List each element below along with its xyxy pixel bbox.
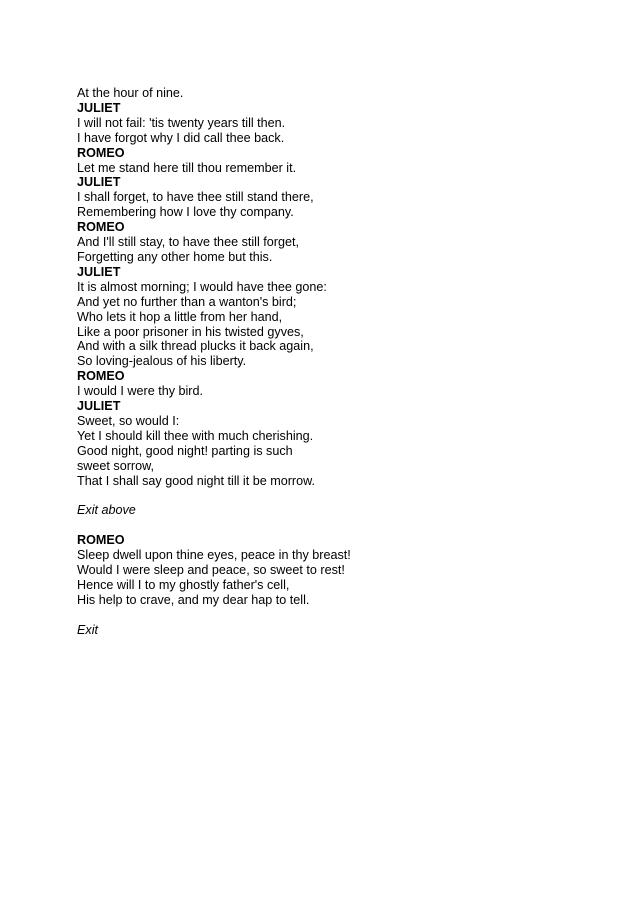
dialogue-line: Hence will I to my ghostly father's cell, [77, 577, 290, 592]
speaker-name: JULIET [77, 175, 121, 190]
speaker-name: ROMEO [77, 220, 125, 235]
speaker-name: JULIET [77, 264, 121, 279]
dialogue-line: Forgetting any other home but this. [77, 249, 273, 264]
dialogue-line: Let me stand here till thou remember it. [77, 160, 297, 175]
dialogue-line: At the hour of nine. [77, 86, 184, 100]
dialogue-line: I would I were thy bird. [77, 384, 203, 399]
dialogue-line: sweet sorrow, [77, 458, 154, 473]
speaker-name: JULIET [77, 399, 121, 414]
dialogue-line: And I'll still stay, to have thee still forget, [77, 235, 299, 250]
dialogue-line: Sweet, so would I: [77, 413, 180, 428]
dialogue-line: That I shall say good night till it be morrow. [77, 473, 315, 488]
stanza-gap [77, 608, 597, 623]
dialogue-line: I will not fail: 'tis twenty years till then. [77, 115, 286, 130]
dialogue-line: Sleep dwell upon thine eyes, peace in thy breast! [77, 548, 351, 563]
script-body [77, 86, 597, 637]
dialogue-line: Who lets it hop a little from her hand, [77, 309, 283, 324]
dialogue-line: I shall forget, to have thee still stand there, [77, 190, 314, 205]
stanza-gap [77, 518, 597, 533]
dialogue-line: Yet I should kill thee with much cherishing. [77, 428, 314, 443]
speaker-name: ROMEO [77, 369, 125, 384]
dialogue-line: Good night, good night! parting is such [77, 443, 293, 458]
dialogue-line: His help to crave, and my dear hap to tell. [77, 592, 310, 607]
dialogue-line: I have forgot why I did call thee back. [77, 130, 285, 145]
stanza-gap [77, 488, 597, 503]
dialogue-line: Would I were sleep and peace, so sweet to rest! [77, 562, 345, 577]
script-page [77, 86, 597, 637]
dialogue-line: And yet no further than a wanton's bird; [77, 294, 297, 309]
speaker-name: ROMEO [77, 533, 125, 548]
dialogue-line: Remembering how I love thy company. [77, 205, 294, 220]
dialogue-line: It is almost morning; I would have thee gone: [77, 279, 327, 294]
dialogue-line: So loving-jealous of his liberty. [77, 354, 247, 369]
stage-direction: Exit [77, 622, 98, 637]
dialogue-line: And with a silk thread plucks it back again, [77, 339, 314, 354]
speaker-name: ROMEO [77, 145, 125, 160]
speaker-name: JULIET [77, 100, 121, 115]
dialogue-line: Like a poor prisoner in his twisted gyves, [77, 324, 304, 339]
stage-direction: Exit above [77, 503, 136, 518]
